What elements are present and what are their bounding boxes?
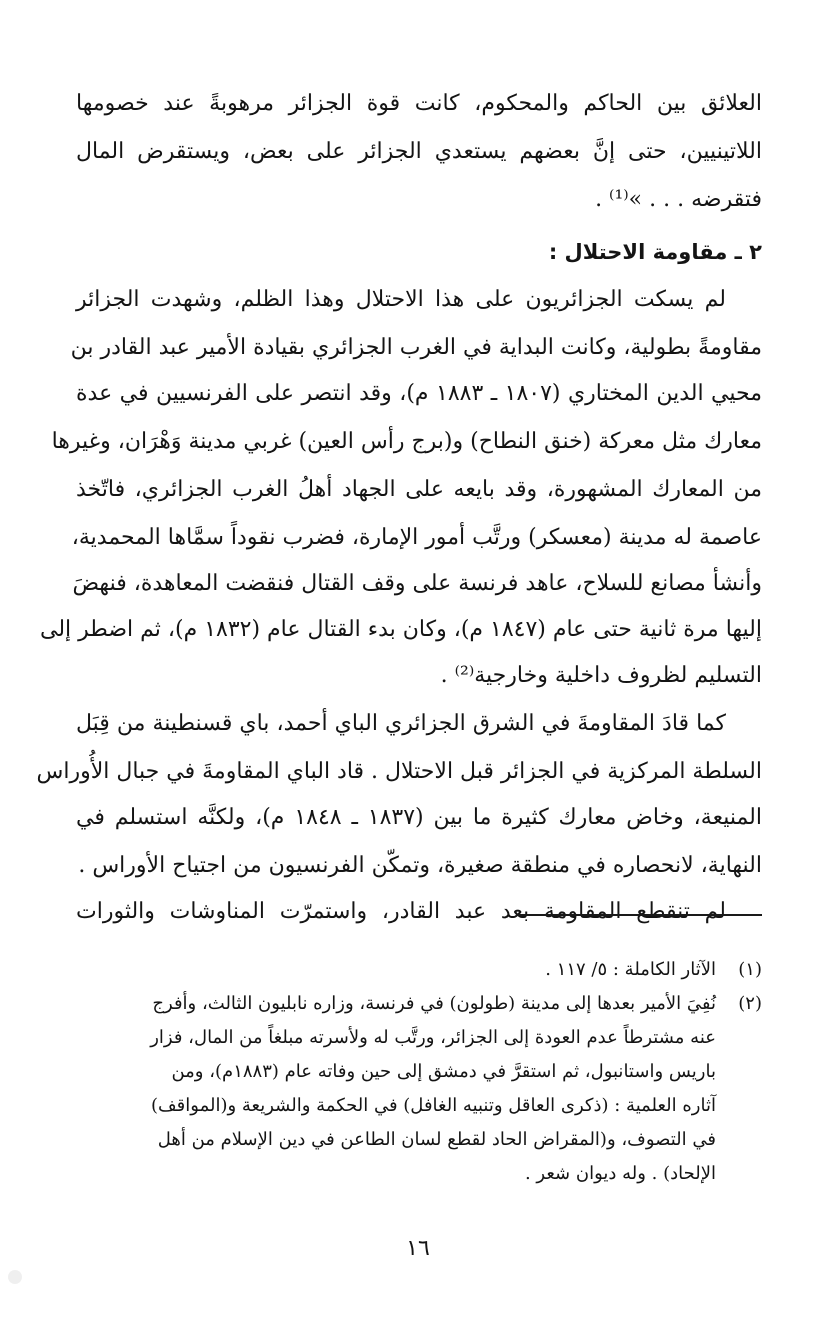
text-line: مقاومةً بطولية، وكانت البداية في الغرب الجزائري بقيادة الأمير عبد القادر بن [70,335,762,360]
text-line: من المعارك المشهورة، وقد بايعه على الجهاد أهلُ الغرب الجزائري، فاتّخذ [76,477,762,502]
paragraph-first-line: لم يسكت الجزائريون على هذا الاحتلال وهذا الظلم، وشهدت الجزائر [76,287,726,312]
text-line: فتقرضه . . . »⁽¹⁾ . [595,187,762,212]
paragraph-first-line: كما قادَ المقاومةَ في الشرق الجزائري الباي أحمد، باي قسنطينة من قِبَل [76,711,726,736]
footnote [76,988,762,1020]
text-line: اللاتينيين، حتى إنَّ بعضهم يستعدي الجزائر على بعض، ويستقرض المال [76,139,762,164]
footnote-line: في التصوف، و(المقراض الحاد لقطع لسان الطاعن في دين الإسلام من أهل [157,1129,716,1150]
paragraph-first-line: لم تنقطع المقاومة بعد عبد القادر، واستمرّت المناوشات والثورات [76,899,726,924]
scan-mark [8,1270,22,1284]
text-line: المنيعة، وخاض معارك كثيرة ما بين (١٨٣٧ ـ ١٨٤٨ م)، ولكنَّه استسلم في [76,805,762,830]
footnote-separator [516,914,762,916]
text-line: السلطة المركزية في الجزائر قبل الاحتلال . قاد الباي المقاومةَ في جبال الأُوراس [36,759,762,784]
footnote-line: عنه مشترطاً عدم العودة إلى الجزائر، ورتَّب له ولأسرته مبلغاً من المال، فزار [150,1027,716,1048]
footnote-marker: (١) [738,959,762,980]
footnote [76,954,762,986]
footnote-text: الآثار الكاملة : ٥/ ١١٧ . [545,959,716,980]
footnote-marker: (٢) [738,993,762,1014]
section-heading: ٢ ـ مقاومة الاحتلال : [548,240,762,264]
text-line: النهاية، لانحصاره في منطقة صغيرة، وتمكّن الفرنسيون من اجتياح الأوراس . [78,853,762,878]
text-line: العلائق بين الحاكم والمحكوم، كانت قوة الجزائر مرهوبةً عند خصومها [76,91,762,116]
text-line: التسليم لظروف داخلية وخارجية⁽²⁾ . [440,663,762,688]
text-line: عاصمة له مدينة (معسكر) ورتَّب أمور الإمارة، فضرب نقوداً سمَّاها المحمدية، [71,525,762,550]
text-line: إليها مرة ثانية حتى عام (١٨٤٧ م)، وكان بدء القتال عام (١٨٣٢ م)، ثم اضطر إلى [40,617,762,642]
text-line: محيي الدين المختاري (١٨٠٧ ـ ١٨٨٣ م)، وقد انتصر على الفرنسيين في عدة [76,381,762,406]
page-number: ١٦ [406,1236,430,1261]
footnote-line: باريس واستانبول، ثم استقرَّ في دمشق إلى حين وفاته عام (١٨٨٣م)، ومن [171,1061,716,1082]
text-line: معارك مثل معركة (خنق النطاح) و(برج رأس العين) غربي مدينة وَهْرَان، وغيرها [51,429,762,454]
footnote-line: آثاره العلمية : (ذكرى العاقل وتنبيه الغافل) في الحكمة والشريعة و(المواقف) [151,1095,716,1116]
text-line: وأنشأ مصانع للسلاح، عاهد فرنسة على وقف القتال فنقضت المعاهدة، فنهضَ [72,571,762,596]
footnote-text: نُفِيَ الأمير بعدها إلى مدينة (طولون) في فرنسة، وزاره نابليون الثالث، وأفرج [152,993,716,1014]
footnote-line: الإلحاد) . وله ديوان شعر . [524,1163,716,1184]
